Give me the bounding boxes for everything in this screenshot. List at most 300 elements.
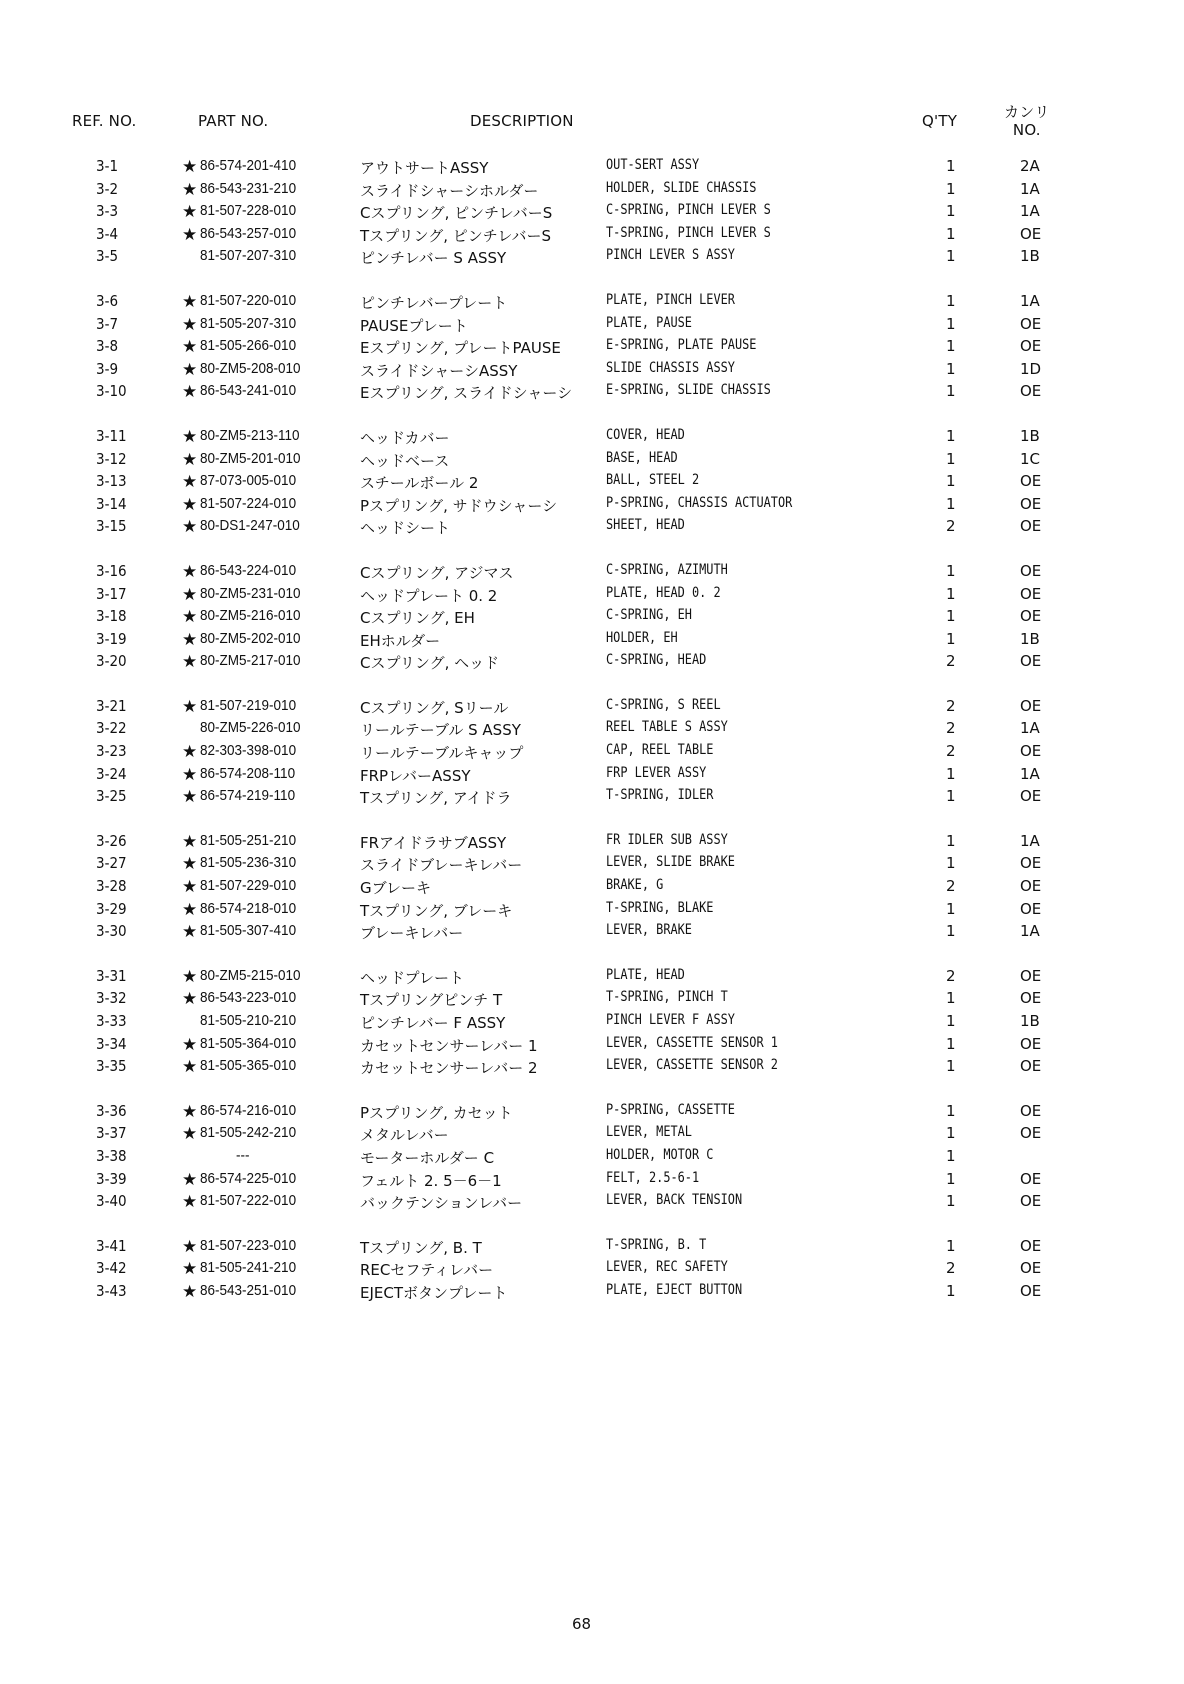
description-jp-cell: RECセフティレバー (360, 1261, 494, 1280)
parts-table-body (0, 157, 1184, 1327)
header-kanri-line2: NO. (1012, 121, 1041, 139)
part-no-cell: 81-505-210-210 (200, 1012, 297, 1029)
description-jp-cell: Eスプリング, スライドシャーシ (360, 384, 573, 403)
qty-cell: 1 (946, 1101, 956, 1120)
qty-cell: 2 (946, 652, 956, 671)
kanri-no-cell: OE (1020, 494, 1042, 513)
description-en-cell: PLATE, PINCH LEVER (606, 291, 735, 308)
new-part-star-icon: ★ (182, 561, 198, 582)
ref-no-cell: 3-10 (96, 382, 127, 401)
qty-cell: 2 (946, 877, 956, 896)
kanri-no-cell: OE (1020, 1057, 1042, 1076)
ref-no-cell: 3-20 (96, 652, 127, 671)
description-en-cell: T-SPRING, B. T (606, 1236, 707, 1253)
description-jp-cell: ピンチレバー F ASSY (360, 1014, 506, 1032)
description-jp-cell: アウトサートASSY (360, 159, 489, 177)
header-description: DESCRIPTION (470, 112, 574, 130)
description-jp-cell: Tスプリング, B. T (360, 1238, 482, 1257)
description-en-cell: SLIDE CHASSIS ASSY (606, 359, 735, 376)
description-en-cell: LEVER, BACK TENSION (606, 1192, 743, 1209)
qty-cell: 1 (946, 449, 956, 468)
part-no-cell: 81-507-224-010 (200, 494, 297, 512)
table-row (0, 247, 1184, 270)
ref-no-cell: 3-39 (96, 1169, 127, 1188)
qty-cell: 1 (946, 202, 956, 221)
description-en-cell: T-SPRING, BLAKE (606, 899, 714, 916)
qty-cell: 1 (946, 1192, 956, 1211)
description-jp-cell: ヘッドプレート (360, 968, 464, 987)
description-jp-cell: ピンチレバー S ASSY (360, 249, 507, 268)
description-jp-cell: EHホルダー (360, 631, 441, 650)
kanri-no-cell: OE (1020, 989, 1042, 1008)
ref-no-cell: 3-43 (96, 1281, 127, 1300)
description-en-cell: P-SPRING, CASSETTE (606, 1101, 735, 1118)
qty-cell: 1 (946, 1146, 956, 1165)
qty-cell: 1 (946, 472, 956, 491)
description-en-cell: REEL TABLE S ASSY (606, 719, 728, 736)
kanri-no-cell: OE (1020, 337, 1042, 356)
new-part-star-icon: ★ (182, 426, 198, 447)
part-no-cell: 80-ZM5-213-110 (200, 426, 300, 444)
description-en-cell: P-SPRING, CHASSIS ACTUATOR (606, 494, 793, 511)
qty-cell: 1 (946, 899, 956, 918)
kanri-no-cell: OE (1020, 561, 1042, 580)
kanri-no-cell: OE (1020, 607, 1042, 626)
new-part-star-icon: ★ (182, 1192, 198, 1213)
new-part-star-icon: ★ (182, 202, 198, 223)
kanri-no-cell: OE (1020, 877, 1042, 896)
ref-no-cell: 3-23 (96, 742, 127, 761)
new-part-star-icon: ★ (182, 224, 198, 245)
description-jp-cell: Tスプリングピンチ T (360, 991, 503, 1010)
description-en-cell: COVER, HEAD (606, 426, 685, 443)
part-no-cell: 81-507-223-010 (200, 1236, 297, 1254)
description-jp-cell: フェルト 2. 5－6－1 (360, 1171, 502, 1190)
description-en-cell: HOLDER, EH (606, 629, 678, 646)
description-jp-cell: Cスプリング, アジマス (360, 563, 514, 582)
part-no-cell: 82-303-398-010 (200, 742, 297, 760)
qty-cell: 1 (946, 1169, 956, 1188)
qty-cell: 2 (946, 517, 956, 536)
part-no-cell: 87-073-005-010 (200, 472, 297, 490)
ref-no-cell: 3-2 (96, 179, 119, 198)
header-qty: Q'TY (922, 112, 958, 130)
table-row (0, 832, 1184, 855)
qty-cell: 1 (946, 922, 956, 941)
ref-no-cell: 3-8 (96, 337, 119, 356)
new-part-star-icon: ★ (182, 584, 198, 605)
new-part-star-icon: ★ (182, 472, 198, 493)
description-en-cell: FR IDLER SUB ASSY (606, 831, 728, 848)
new-part-star-icon: ★ (182, 696, 198, 717)
qty-cell: 1 (946, 854, 956, 873)
ref-no-cell: 3-40 (96, 1192, 127, 1211)
kanri-no-cell: 1D (1020, 359, 1042, 378)
table-row (0, 472, 1184, 495)
part-no-cell: 80-ZM5-215-010 (200, 966, 301, 984)
new-part-star-icon: ★ (182, 787, 198, 808)
table-row (0, 1170, 1184, 1193)
qty-cell: 2 (946, 696, 956, 715)
table-row (0, 517, 1184, 540)
description-jp-cell: ヘッドシート (360, 519, 451, 538)
description-en-cell: T-SPRING, IDLER (606, 787, 714, 804)
ref-no-cell: 3-29 (96, 899, 127, 918)
part-no-cell: 80-ZM5-226-010 (200, 719, 301, 737)
table-row (0, 989, 1184, 1012)
part-no-cell: 81-505-207-310 (200, 314, 297, 332)
kanri-no-cell: OE (1020, 224, 1042, 243)
description-en-cell: HOLDER, SLIDE CHASSIS (606, 179, 757, 196)
qty-cell: 1 (946, 314, 956, 333)
description-jp-cell: リールテーブル S ASSY (360, 721, 521, 740)
description-jp-cell: Pスプリング, サドウシャーシ (360, 496, 558, 515)
new-part-star-icon: ★ (182, 291, 198, 312)
ref-no-cell: 3-41 (96, 1236, 127, 1255)
new-part-star-icon: ★ (182, 877, 198, 898)
parts-group (0, 1102, 1184, 1215)
ref-no-cell: 3-1 (96, 157, 119, 175)
table-row (0, 719, 1184, 742)
qty-cell: 1 (946, 1034, 956, 1053)
description-jp-cell: Cスプリング, EH (360, 609, 475, 628)
table-row (0, 427, 1184, 450)
table-row (0, 697, 1184, 720)
new-part-star-icon: ★ (182, 337, 198, 358)
kanri-no-cell: 1B (1020, 426, 1040, 445)
table-row (0, 382, 1184, 405)
qty-cell: 1 (946, 291, 956, 310)
description-en-cell: C-SPRING, HEAD (606, 652, 707, 669)
new-part-star-icon: ★ (182, 157, 198, 177)
parts-group (0, 1237, 1184, 1305)
description-jp-cell: Tスプリング, ブレーキ (360, 901, 513, 920)
description-en-cell: LEVER, BRAKE (606, 922, 692, 939)
description-en-cell: FRP LEVER ASSY (606, 764, 707, 781)
header-kanri-no (1004, 103, 1050, 139)
description-jp-cell: Gブレーキ (360, 879, 432, 898)
new-part-star-icon: ★ (182, 922, 198, 943)
kanri-no-cell: OE (1020, 1124, 1042, 1143)
page-number: 68 (572, 1615, 592, 1633)
ref-no-cell: 3-5 (96, 247, 119, 266)
kanri-no-cell: OE (1020, 314, 1042, 333)
part-no-cell: 81-505-242-210 (200, 1124, 297, 1142)
ref-no-cell: 3-3 (96, 202, 119, 221)
part-no-cell: 80-ZM5-217-010 (200, 652, 301, 670)
ref-no-cell: 3-38 (96, 1146, 127, 1165)
description-jp-cell: EJECTボタンプレート (360, 1283, 508, 1302)
qty-cell: 1 (946, 426, 956, 445)
description-en-cell: SHEET, HEAD (606, 517, 685, 534)
table-row (0, 1012, 1184, 1035)
table-row (0, 877, 1184, 900)
qty-cell: 1 (946, 1124, 956, 1143)
part-no-cell: 81-505-251-210 (200, 831, 297, 849)
kanri-no-cell: OE (1020, 584, 1042, 603)
part-no-cell: 80-ZM5-216-010 (200, 607, 301, 625)
description-en-cell: E-SPRING, SLIDE CHASSIS (606, 382, 771, 399)
description-jp-cell: カセットセンサーレバー 1 (360, 1036, 538, 1055)
ref-no-cell: 3-37 (96, 1124, 127, 1143)
description-jp-cell: ヘッドプレート 0. 2 (360, 586, 498, 605)
table-row (0, 787, 1184, 810)
table-row (0, 922, 1184, 945)
qty-cell: 1 (946, 629, 956, 648)
new-part-star-icon: ★ (182, 1281, 198, 1302)
part-no-cell: 80-ZM5-201-010 (200, 449, 301, 467)
kanri-no-cell: OE (1020, 652, 1042, 671)
description-en-cell: PLATE, HEAD (606, 966, 685, 983)
kanri-no-cell: 1A (1020, 179, 1040, 198)
ref-no-cell: 3-22 (96, 719, 127, 738)
ref-no-cell: 3-6 (96, 291, 119, 310)
table-row (0, 1282, 1184, 1305)
table-row (0, 967, 1184, 990)
qty-cell: 1 (946, 584, 956, 603)
description-en-cell: C-SPRING, AZIMUTH (606, 561, 728, 578)
new-part-star-icon: ★ (182, 764, 198, 785)
new-part-star-icon: ★ (182, 359, 198, 380)
part-no-cell: 81-505-365-010 (200, 1057, 297, 1075)
new-part-star-icon: ★ (182, 966, 198, 987)
ref-no-cell: 3-14 (96, 494, 127, 513)
description-jp-cell: PAUSEプレート (360, 316, 468, 335)
description-en-cell: PINCH LEVER F ASSY (606, 1012, 735, 1028)
table-row (0, 900, 1184, 923)
table-row (0, 360, 1184, 383)
kanri-no-cell: OE (1020, 899, 1042, 918)
qty-cell: 1 (946, 179, 956, 198)
new-part-star-icon: ★ (182, 1259, 198, 1280)
kanri-no-cell: OE (1020, 966, 1042, 985)
description-en-cell: C-SPRING, S REEL (606, 696, 721, 713)
description-en-cell: CAP, REEL TABLE (606, 742, 714, 759)
parts-group (0, 697, 1184, 810)
table-row (0, 1237, 1184, 1260)
new-part-star-icon: ★ (182, 494, 198, 515)
part-no-cell: 81-505-364-010 (200, 1034, 297, 1052)
description-jp-cell: メタルレバー (360, 1126, 449, 1145)
description-jp-cell: バックテンションレバー (360, 1194, 523, 1213)
new-part-star-icon: ★ (182, 449, 198, 470)
description-jp-cell: Cスプリング, Sリール (360, 698, 509, 717)
description-en-cell: LEVER, METAL (606, 1124, 692, 1141)
description-jp-cell: Cスプリング, ヘッド (360, 654, 500, 673)
part-no-cell: 80-ZM5-231-010 (200, 584, 301, 602)
description-en-cell: PLATE, PAUSE (606, 314, 692, 331)
kanri-no-cell: OE (1020, 1259, 1042, 1278)
qty-cell: 2 (946, 966, 956, 985)
table-row (0, 157, 1184, 180)
table-row (0, 225, 1184, 248)
table-row (0, 854, 1184, 877)
table-row (0, 1192, 1184, 1215)
description-jp-cell: Tスプリング, アイドラ (360, 789, 512, 808)
part-no-cell: 86-574-225-010 (200, 1169, 297, 1187)
description-en-cell: PLATE, HEAD 0. 2 (606, 584, 721, 601)
table-row (0, 1102, 1184, 1125)
description-jp-cell: FRアイドラサブASSY (360, 833, 507, 852)
part-no-cell: 81-505-266-010 (200, 337, 297, 355)
kanri-no-cell: OE (1020, 1101, 1042, 1120)
kanri-no-cell: 1B (1020, 247, 1040, 266)
description-en-cell: BASE, HEAD (606, 449, 678, 466)
part-no-cell: 81-507-229-010 (200, 877, 297, 895)
table-row (0, 1057, 1184, 1080)
ref-no-cell: 3-11 (96, 426, 127, 445)
new-part-star-icon: ★ (182, 1034, 198, 1055)
description-en-cell: LEVER, CASSETTE SENSOR 2 (606, 1057, 778, 1074)
part-no-cell: 81-507-228-010 (200, 202, 297, 220)
kanri-no-cell: OE (1020, 787, 1042, 806)
table-row (0, 607, 1184, 630)
description-jp-cell: スチールボール 2 (360, 474, 479, 493)
qty-cell: 1 (946, 831, 956, 850)
qty-cell: 1 (946, 787, 956, 806)
qty-cell: 2 (946, 742, 956, 761)
new-part-star-icon: ★ (182, 629, 198, 650)
description-en-cell: FELT, 2.5-6-1 (606, 1169, 700, 1186)
description-jp-cell: リールテーブルキャップ (360, 744, 524, 763)
kanri-no-cell: OE (1020, 1281, 1042, 1300)
ref-no-cell: 3-24 (96, 764, 127, 783)
description-en-cell: BALL, STEEL 2 (606, 472, 700, 489)
new-part-star-icon: ★ (182, 1101, 198, 1122)
qty-cell: 1 (946, 561, 956, 580)
description-jp-cell: スライドブレーキレバー (360, 856, 523, 875)
part-no-cell: 80-ZM5-202-010 (200, 629, 301, 647)
kanri-no-cell: OE (1020, 696, 1042, 715)
new-part-star-icon: ★ (182, 1169, 198, 1190)
part-no-cell: 86-543-251-010 (200, 1281, 297, 1299)
table-row (0, 450, 1184, 473)
table-row (0, 585, 1184, 608)
qty-cell: 1 (946, 494, 956, 513)
part-no-cell: 81-505-241-210 (200, 1259, 297, 1277)
part-no-cell: 81-507-219-010 (200, 696, 297, 714)
table-row (0, 1124, 1184, 1147)
part-no-cell: 86-543-231-210 (200, 179, 297, 197)
kanri-no-cell: OE (1020, 1192, 1042, 1211)
kanri-no-cell: OE (1020, 517, 1042, 536)
table-row (0, 1035, 1184, 1058)
ref-no-cell: 3-18 (96, 607, 127, 626)
table-row (0, 315, 1184, 338)
kanri-no-cell: 1A (1020, 719, 1040, 738)
description-jp-cell: FRPレバーASSY (360, 766, 471, 785)
ref-no-cell: 3-31 (96, 966, 127, 985)
part-no-cell: 86-574-219-110 (200, 787, 296, 805)
qty-cell: 1 (946, 359, 956, 378)
ref-no-cell: 3-42 (96, 1259, 127, 1278)
table-row (0, 630, 1184, 653)
kanri-no-cell: OE (1020, 1169, 1042, 1188)
kanri-no-cell: 1B (1020, 1012, 1040, 1030)
qty-cell: 2 (946, 719, 956, 738)
description-jp-cell: Eスプリング, プレートPAUSE (360, 339, 561, 358)
qty-cell: 1 (946, 1012, 956, 1030)
ref-no-cell: 3-7 (96, 314, 119, 333)
qty-cell: 1 (946, 764, 956, 783)
ref-no-cell: 3-33 (96, 1012, 127, 1030)
qty-cell: 1 (946, 224, 956, 243)
parts-group (0, 967, 1184, 1080)
part-no-cell: 86-543-257-010 (200, 224, 297, 242)
table-row (0, 1147, 1184, 1170)
ref-no-cell: 3-12 (96, 449, 127, 468)
ref-no-cell: 3-28 (96, 877, 127, 896)
part-no-cell: 81-507-207-310 (200, 247, 297, 265)
description-jp-cell: スライドシャーシホルダー (360, 181, 539, 200)
kanri-no-cell: 1A (1020, 831, 1040, 850)
description-en-cell: T-SPRING, PINCH LEVER S (606, 224, 771, 241)
ref-no-cell: 3-32 (96, 989, 127, 1008)
description-en-cell: HOLDER, MOTOR C (606, 1146, 714, 1163)
part-no-cell: 80-DS1-247-010 (200, 517, 300, 535)
new-part-star-icon: ★ (182, 179, 198, 200)
header-ref-no: REF. NO. (72, 112, 137, 130)
ref-no-cell: 3-30 (96, 922, 127, 941)
header-part-no: PART NO. (198, 112, 269, 130)
kanri-no-cell: 1B (1020, 629, 1040, 648)
table-row (0, 202, 1184, 225)
description-jp-cell: ピンチレバープレート (360, 293, 508, 312)
part-no-cell: 86-543-223-010 (200, 989, 297, 1007)
new-part-star-icon: ★ (182, 1236, 198, 1257)
description-en-cell: C-SPRING, EH (606, 607, 692, 624)
part-no-cell: 81-507-222-010 (200, 1192, 297, 1210)
kanri-no-cell: 1C (1020, 449, 1041, 468)
description-jp-cell: ブレーキレバー (360, 924, 464, 943)
qty-cell: 1 (946, 1236, 956, 1255)
ref-no-cell: 3-17 (96, 584, 127, 603)
part-no-cell: 86-543-241-010 (200, 382, 297, 400)
description-en-cell: E-SPRING, PLATE PAUSE (606, 337, 757, 354)
ref-no-cell: 3-19 (96, 629, 127, 648)
description-en-cell: OUT-SERT ASSY (606, 157, 700, 173)
ref-no-cell: 3-4 (96, 224, 119, 243)
ref-no-cell: 3-34 (96, 1034, 127, 1053)
description-en-cell: BRAKE, G (606, 877, 664, 894)
parts-group (0, 292, 1184, 405)
ref-no-cell: 3-16 (96, 561, 127, 580)
qty-cell: 1 (946, 1057, 956, 1076)
part-no-cell: 81-507-220-010 (200, 291, 297, 309)
parts-group (0, 427, 1184, 540)
new-part-star-icon: ★ (182, 314, 198, 335)
ref-no-cell: 3-21 (96, 696, 127, 715)
ref-no-cell: 3-27 (96, 854, 127, 873)
part-no-cell: 86-574-218-010 (200, 899, 297, 917)
kanri-no-cell: 1A (1020, 202, 1040, 221)
qty-cell: 1 (946, 1281, 956, 1300)
kanri-no-cell: OE (1020, 382, 1042, 401)
qty-cell: 1 (946, 337, 956, 356)
kanri-no-cell: 1A (1020, 764, 1040, 783)
ref-no-cell: 3-35 (96, 1057, 127, 1076)
qty-cell: 1 (946, 247, 956, 266)
new-part-star-icon: ★ (182, 1057, 198, 1078)
new-part-star-icon: ★ (182, 899, 198, 920)
kanri-no-cell: OE (1020, 854, 1042, 873)
ref-no-cell: 3-15 (96, 517, 127, 536)
part-no-cell: 86-574-208-110 (200, 764, 296, 782)
description-en-cell: LEVER, REC SAFETY (606, 1259, 728, 1276)
description-jp-cell: ヘッドカバー (360, 428, 450, 447)
table-row (0, 180, 1184, 203)
description-jp-cell: Pスプリング, カセット (360, 1103, 513, 1122)
